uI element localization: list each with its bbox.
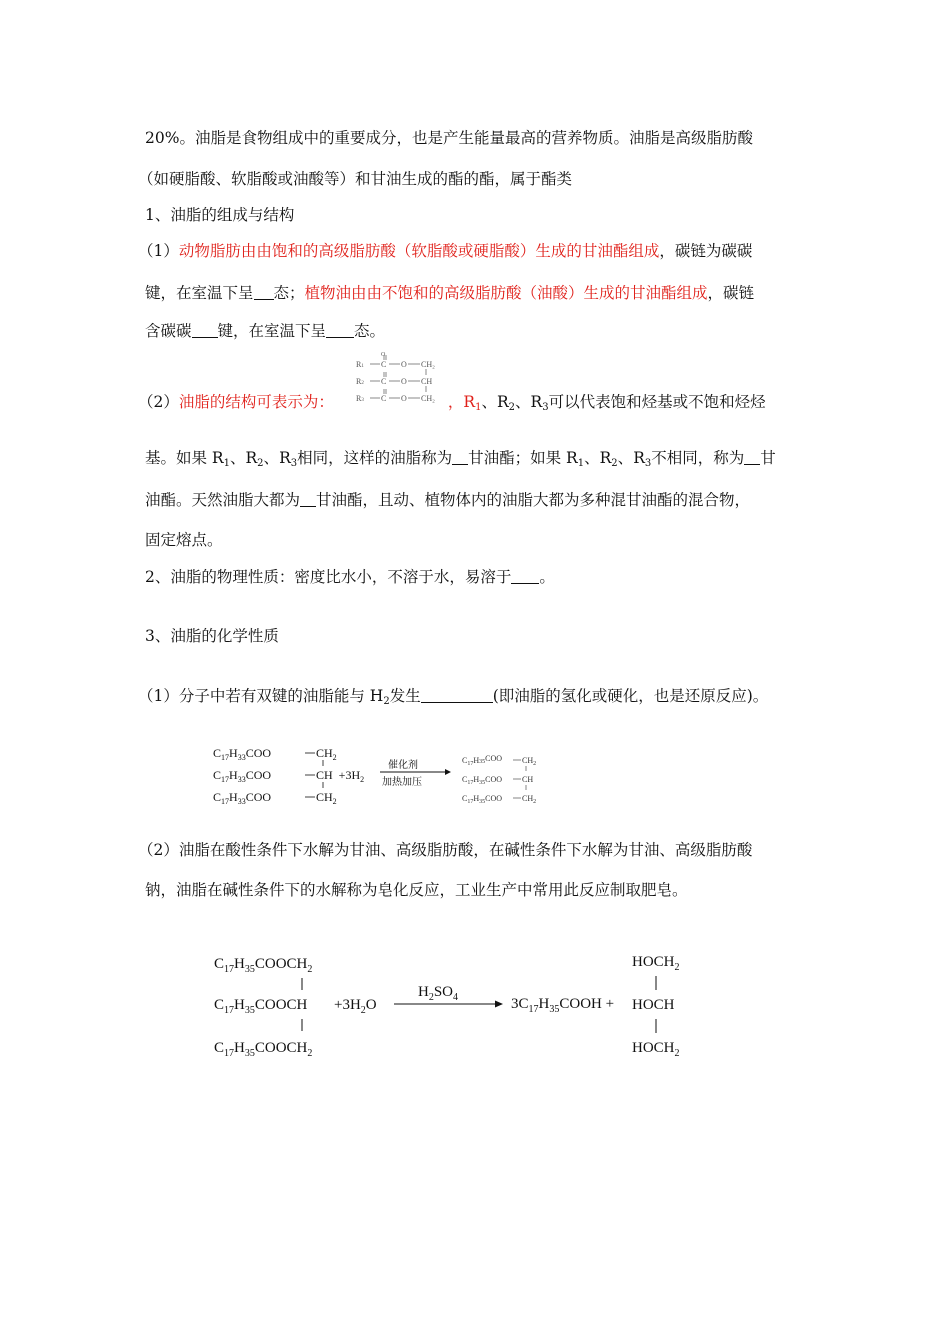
s1-p2-red2: ，$R_1$ (447, 393, 482, 413)
section-3-heading: 3、油脂的化学性质 (145, 627, 279, 645)
svg-text:CH2: $CH_2$ (316, 746, 337, 762)
h-right-row-2: $C_{17}H_{35}COO$ (462, 775, 503, 786)
svg-text:O: O (401, 394, 407, 403)
svg-text:O: O (401, 377, 407, 386)
svg-text:CH2: $CH_2$ (316, 790, 337, 806)
s1-p1-red: 动物脂肪由由饱和的高级脂肪酸（软脂酸或硬脂酸）生成的甘油酯组成 (178, 242, 660, 260)
s1-p2-line-1: （2）油脂的结构可表示为： ，$R_1$、$R_2$、$R_3$可以代表饱和烃基或不饱和烃烃 (138, 393, 766, 413)
glycerol-row-1: $HOCH_2$ (632, 954, 680, 973)
h-left-row-2: $C_{17}H_{33}COO$ (213, 768, 272, 784)
fatty-acid-product: $3C_{17}H_{35}COOH$ + (511, 996, 615, 1015)
s1-p1-l2-red: 植物油由由不饱和的高级脂肪酸（油酸）生成的甘油酯组成 (304, 284, 708, 302)
s1-p2-after: 可以代表饱和烃基或不饱和烃烃 (548, 393, 766, 411)
svg-text:CH2: $CH_2$ (522, 756, 537, 767)
svg-text:CH+3H2: CH $+3H_2$ (316, 768, 365, 784)
intro-line-2: （如硬脂酸、软脂酸或油酸等）和甘油生成的酯的酯，属于酯类 (138, 170, 573, 188)
svg-text:CH2: $CH_2$ (522, 794, 537, 805)
acid-catalyst: $H_2SO_4$ (418, 984, 459, 1003)
r1-label: R1 (356, 360, 364, 369)
s1-p1-l2-c: ，碳链 (707, 284, 755, 302)
r2-label: R2 (356, 377, 364, 386)
r3-label: R3 (356, 394, 364, 403)
intro-line-1: 20%。油脂是食物组成中的重要成分，也是产生能量最高的营养物质。油脂是高级脂肪酸 (145, 129, 753, 147)
section-2-line: 2、油脂的物理性质：密度比水小，不溶于水，易溶于 。 (145, 568, 555, 586)
s1-p2-red: 油脂的结构可表示为： (178, 393, 334, 411)
h-right-row-3: $C_{17}H_{35}COO$ (462, 794, 503, 805)
water-term: $+3H_2O$ (334, 997, 377, 1016)
s3-p2-line-2: 钠，油脂在碱性条件下的水解称为皂化反应，工业生产中常用此反应制取肥皂。 (145, 881, 688, 899)
s1-p1-after: ，碳链为碳碳 (659, 242, 753, 260)
s1-p2-line-2: 基。如果 $R_1$、$R_2$、$R_3$相同，这样的油脂称为 甘油酯；如果 $R_1$、$R_2$、$R_3$不相同，称为 甘 (145, 449, 776, 469)
blank (300, 492, 316, 507)
s1-p1-l3-c: 态。 (354, 322, 386, 340)
s1-p1-line-2 (145, 283, 754, 303)
h-left-row-1: $C_{17}H_{33}COO$ (213, 746, 272, 762)
s1-p2-line-3: 油酯。天然油脂大都为 甘油酯，且动、植物体内的油脂大都为多种混甘油酯的混合物， (145, 491, 751, 509)
s1-p2-line-4: 固定熔点。 (145, 531, 223, 549)
blank (326, 323, 354, 338)
blank (511, 569, 539, 584)
s1-p1-l2-b: 态； (273, 284, 305, 302)
s1-p1-l3-a: 含碳碳 (145, 322, 192, 340)
svg-text:C: C (381, 394, 387, 403)
hydrogenation-equation-figure (210, 740, 560, 810)
blank (744, 450, 760, 465)
s3-p1-line: （1）分子中若有双键的油脂能与 $H_2$发生 (即油脂的氢化或硬化，也是还原反应)。 (138, 687, 769, 707)
ester-row-1: $C_{17}H_{35}COOCH_2$ (214, 956, 313, 975)
svg-text:C: C (381, 360, 387, 369)
catalyst-label: 催化剂 (388, 760, 418, 771)
svg-text:CH₂: CH₂ (421, 360, 435, 369)
blank (421, 688, 493, 703)
svg-text:C: C (381, 377, 387, 386)
s1-p1-prefix: （1） (138, 242, 179, 260)
condition-label: 加热加压 (382, 777, 422, 788)
svg-text:O: O (381, 352, 386, 358)
ester-row-3: $C_{17}H_{35}COOCH_2$ (214, 1040, 313, 1059)
s1-p1-line-1 (138, 241, 752, 261)
s1-p1-line-3 (145, 321, 385, 341)
blank (192, 323, 218, 338)
svg-text:CH₂: CH₂ (421, 394, 435, 403)
hydrolysis-equation-figure (208, 946, 698, 1062)
section-1-heading: 1、油脂的组成与结构 (145, 206, 295, 224)
s1-p1-l3-b: 键，在室温下呈 (217, 322, 327, 340)
svg-text:O: O (401, 360, 407, 369)
s3-p2-line-1: （2）油脂在酸性条件下水解为甘油、高级脂肪酸，在碱性条件下水解为甘油、高级脂肪酸 (138, 841, 753, 859)
svg-text:CH: CH (421, 377, 433, 386)
svg-text:CH: CH (522, 775, 534, 784)
glycerol-row-2: HOCH (632, 997, 675, 1013)
s1-p1-l2-a: 键，在室温下呈 (145, 284, 254, 302)
s1-p2-prefix: （2） (138, 393, 179, 411)
h-right-row-1: $C_{17}H35COO$ (462, 754, 503, 767)
ester-row-2: $C_{17}H_{35}COOCH$ (214, 997, 308, 1016)
h-left-row-3: $C_{17}H_{33}COO$ (213, 790, 272, 806)
blank (452, 450, 468, 465)
glycerol-row-3: $HOCH_2$ (632, 1040, 680, 1059)
blank (254, 285, 274, 300)
